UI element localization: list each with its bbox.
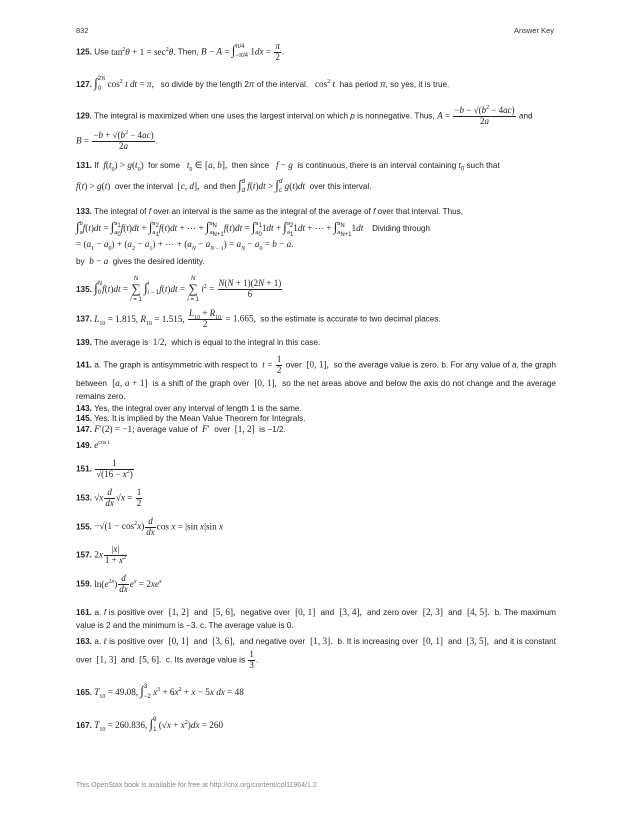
answer-133-formula-b: = $(a_1 - a_0) + (a_2 - a_1)$ + ⋯ + $(a_N - a_{N - 1}) = a_N - a_0 = b - a$. [76,238,294,252]
answer-129-b: B = $\frac{-b + √(b^2 - 4ac)}{2a}$ . [76,129,158,151]
answer-125: 125. Use $\tan^2\theta + 1 = \sec^2\theta$. Then, B − A = ∫ π/4 −π/4 1dx = $\frac{\pi}{2}$ . [76,41,285,62]
running-header: Answer Key [513,26,554,35]
answer-149: 149. $e^{cos t}$ [76,439,110,450]
answer-167: 167. $T_{10} = 260.836$, ∫ 9 1 $(√x + x^2)dx = 260$ [76,716,224,734]
answer-163: 163. a. ℓ is positive over [0, 1] and [3, 6], and negative over [1, 3]. b. It is increasing over [0, 1] and [3, 5], and it is constant over [1, 3] and [5, 6]. c. Its average value is $\frac{1}{3}$ . [76,636,556,670]
page-number: 832 [76,26,89,35]
answer-133: 133. The integral of f over an interval is the same as the integral of the average of f over that interval. Thus, [76,206,464,216]
answer-143: 143. Yes, the integral over any interval of length 1 is the same. [76,403,302,413]
answer-141: 141. a. The graph is antisymmetric with respect to t = $\frac{1}{2}$ over [0, 1], so the average value is zero. b. For any value of a, the graph between [a, a + 1] is a shift of the graph over [0, 1], so the net areas above and below the axis do not change and the average remains zero. [76,354,556,401]
answer-133-c: by b − a gives the desired identity. [76,256,205,267]
answer-145: 145. Yes. It is implied by the Mean Value Theorem for Integrals. [76,413,306,423]
answer-165: 165. $T_{10} = 49.08$, ∫ 3 −2 $x^3 + 6x^2 + x - 5x$ dx = 48 [76,682,244,700]
answer-147: 147. F′(2) = −1; average value of F′ over [1, 2] is −1/2. [76,424,286,435]
answer-135: 135. ∫ N 0 f(t)dt = N ∑ i = 1 ∫ i i − 1 f(t)dt = N ∑ i = 1 $i^2$ = $\frac{N(N + 1)(2N + 1)}{6}$ [76,275,282,303]
answer-151: 151. $\frac{1}{√(16 - x^2)}$ [76,458,133,479]
answer-139: 139. The average is 1/2, which is equal to the integral in this case. [76,336,321,347]
answer-137: 137. $L_{10} = 1.815$, $R_{10} = 1.515$, $\frac{L_{10} + R_{10}}{2}$ = 1.665, so the estimate is accurate to two decimal places. [76,308,441,329]
answer-159: 159. $\ln(e^{2x})$ $\frac{d}{dx}$ $e^x = 2xe^x$ [76,573,162,595]
answer-153: 153. √x $\frac{d}{dx}$ √x = $\frac{1}{2}$ [76,486,142,508]
answer-127: 127. ∫ 2π 0 $\cos^2 t$ dt = π, so divide by the length 2π of the interval. $\cos^2 t$ has period π, so yes, it is true. [76,74,450,92]
answer-131-b: f(t) > g(t) over the interval [c, d], and then ∫ d d f(t)dt > ∫ d c g(t)dt over this interval. [76,177,372,195]
answer-155: 155. $-√(1 - \cos^2x)$ $\frac{d}{dx}$ cos x = |sin x|sin x [76,515,224,537]
answer-129: 129. The integral is maximized when one uses the largest interval on which p is nonnegative. Thus, A = $\frac{-b - √(b^2 - 4ac)}{2a}$ and [76,105,533,127]
answer-131: 131. If $f(t_0) > g(t_0)$ for some $t_0$ ∈ [a, b], then since f − g is continuous, there is an interval containing $t_0$ such that [76,159,500,173]
answer-161: 161. a. f is positive over [1, 2] and [5, 6], negative over [0, 1] and [3, 4], and zero over [2, 3] and [4, 5]. b. The maximum value is 2 and the minimum is −3. c. The average value is 0. [76,606,557,630]
footer-note: This OpenStax book is available for free at http://cnx.org/content/col11964/1.2 [76,782,317,789]
answer-list [76,40,556,736]
answer-133-formula: ∫ b a f(t)dt = ∫ $a_1$ $a_0$ f(t)dt + ∫ $a_2$ $a_1$ f(t)dt + ⋯ + ∫ $a_N$ $a_{N+1}$ f(t)dt = ∫ $a_1$ $a_0$ 1dt + ∫ $a_2$ $a_1$ 1dt + ⋯ + ∫ $a_N$ $a_{N+1}$ 1dt Dividing through [76,218,430,238]
answer-157: 157. 2x $\frac{|x|}{1 + x^2}$ [76,544,126,566]
